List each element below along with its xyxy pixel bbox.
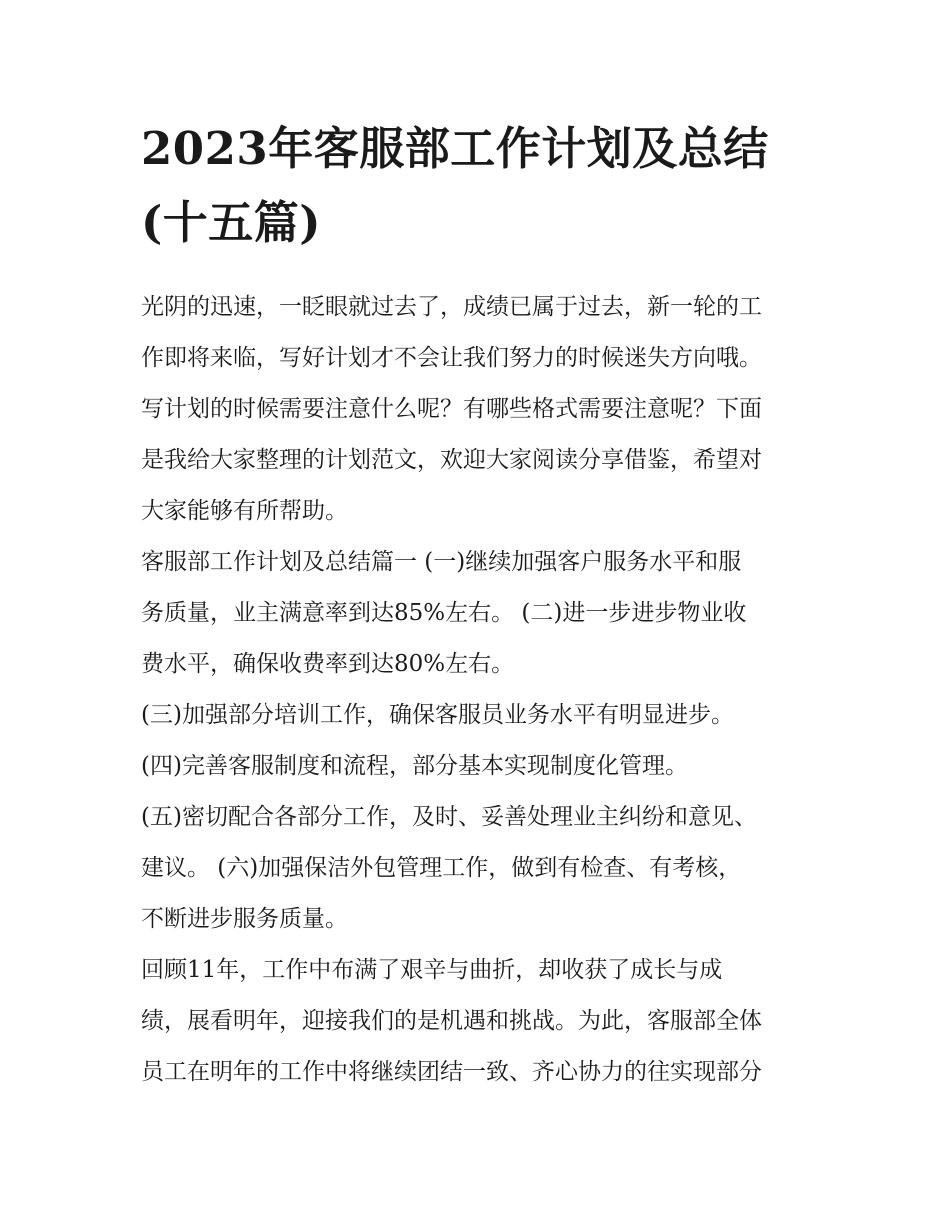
body-line: 务质量，业主满意率到达85%左右。 (二)进一步进步物业收	[141, 600, 747, 626]
body-line: 是我给大家整理的计划范文，欢迎大家阅读分享借鉴，希望对	[141, 447, 762, 473]
body-line: (三)加强部分培训工作，确保客服员业务水平有明显进步。	[141, 702, 734, 728]
body-line: 光阴的迅速，一眨眼就过去了，成绩已属于过去，新一轮的工	[141, 294, 762, 320]
body-line: 费水平，确保收费率到达80%左右。	[141, 651, 515, 677]
title-line-2: (十五篇)	[141, 196, 322, 249]
body-line: 写计划的时候需要注意什么呢？有哪些格式需要注意呢？下面	[141, 396, 762, 422]
body-line: (五)密切配合各部分工作，及时、妥善处理业主纠纷和意见、	[141, 804, 757, 830]
body-line: 绩，展看明年，迎接我们的是机遇和挑战。为此，客服部全体	[141, 1008, 762, 1034]
body-line: 回顾11年，工作中布满了艰辛与曲折，却收获了成长与成	[141, 957, 723, 983]
body-line: 建议。 (六)加强保洁外包管理工作，做到有检查、有考核，	[141, 855, 742, 881]
document-title	[141, 112, 821, 260]
title-line-1: 2023年客服部工作计划及总结	[141, 122, 769, 175]
body-line: 作即将来临，写好计划才不会让我们努力的时候迷失方向哦。	[141, 345, 762, 371]
body-line: 不断进步服务质量。	[141, 906, 348, 932]
document-body	[141, 282, 821, 1098]
body-line: 员工在明年的工作中将继续团结一致、齐心协力的往实现部分	[141, 1059, 762, 1085]
body-line: 客服部工作计划及总结篇一 (一)继续加强客户服务水平和服	[141, 549, 742, 575]
body-line: (四)完善客服制度和流程，部分基本实现制度化管理。	[141, 753, 688, 779]
body-line: 大家能够有所帮助。	[141, 498, 348, 524]
document-page	[141, 112, 821, 1098]
